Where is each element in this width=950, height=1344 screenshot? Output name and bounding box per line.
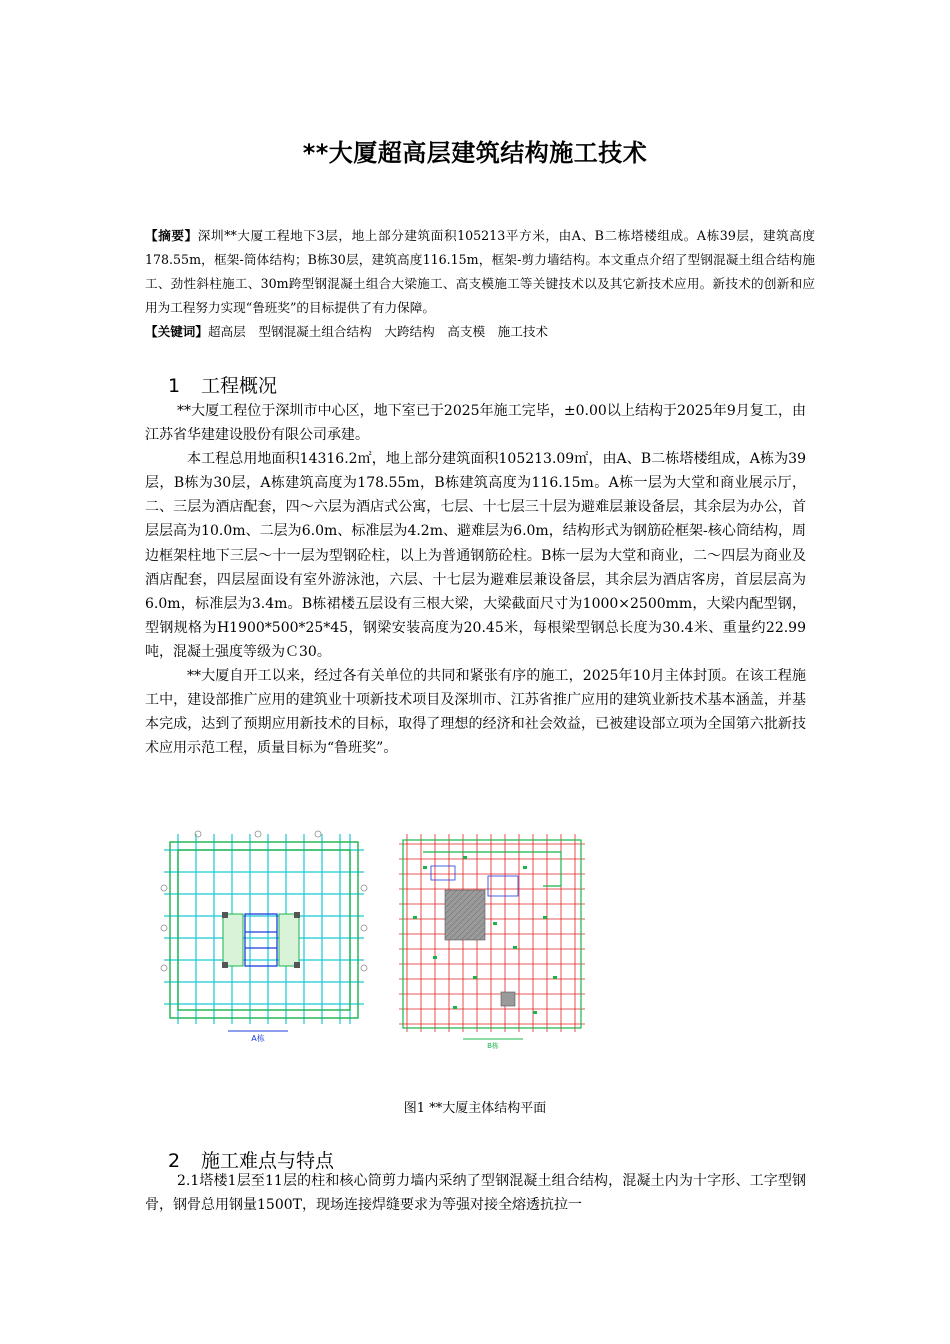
plan-annotation-mark	[513, 946, 517, 949]
section-1-paragraph-2: 本工程总用地面积14316.2㎡，地上部分建筑面积105213.09㎡，由A、B二栋塔楼组成，A栋为39层，B栋为30层，A栋建筑高度为178.55m，B栋建筑高度为116.15m。A栋一层为大堂和商业展示厅，二、三层为酒店配套，四～六层为酒店式公寓，七层、十七层三十层为避难层兼设备层，其余层为办公，首层层高为10.0m、二层为6.0m、标准层为4.2m、避难层为6.0m，结构形式为钢筋砼框架-核心筒结构，周边框架柱地下三层～十一层为型钢砼柱，以上为普通钢筋砼柱。B栋一层为大堂和商业，二～四层为商业及酒店配套，四层屋面设有室外游泳池，六层、十七层为避难层兼设备层，其余层为酒店客房，首层层高为6.0m，标准层为3.4m。B栋裙楼五层设有三根大梁，大梁截面尺寸为1000×2500mm，大梁内配型钢，型钢规格为H1900*500*25*45，钢梁安装高度为20.45米，每根梁型钢总长度为30.4米、重量约22.99吨，混凝土强度等级为Ｃ30。	[145, 451, 806, 660]
keywords-text: 超高层 型钢混凝土组合结构 大跨结构 高支模 施工技术	[207, 324, 548, 339]
plan-annotation-mark	[413, 916, 417, 919]
abstract-block	[145, 224, 815, 344]
plan-annotation-mark	[493, 922, 497, 925]
plan-annotation-mark	[433, 956, 437, 959]
section-2-number: 2	[168, 1150, 181, 1172]
plan-b-label: B栋	[487, 1042, 499, 1050]
section-2-paragraph-1: 2.1塔楼1层至11层的柱和核心筒剪力墙内采纳了型钢混凝土组合结构，混凝土内为十字形、工字型钢骨，钢骨总用钢量1500T，现场连接焊缝要求为等强对接全熔透抗拉一	[145, 1173, 806, 1214]
plan-annotation-mark	[523, 866, 527, 869]
section-2-body	[145, 1169, 806, 1217]
plan-annotation-mark	[473, 976, 477, 979]
section-1-title: 工程概况	[201, 375, 278, 397]
section-1-number: 1	[168, 375, 181, 397]
figure-caption: 图1 **大厦主体结构平面	[403, 1101, 547, 1116]
plan-annotation-mark	[553, 976, 557, 979]
plan-annotation-mark	[463, 856, 467, 859]
keywords-label: 【关键词】	[145, 324, 208, 339]
section-1-heading	[168, 371, 277, 398]
plan-a-label: A栋	[251, 1034, 265, 1043]
section-1-body	[145, 399, 806, 760]
abstract-label: 【摘要】	[145, 228, 198, 243]
section-1-paragraph-3: **大厦自开工以来，经过各有关单位的共同和紧张有序的施工，2025年10月主体封顶。在该工程施工中，建设部推广应用的建筑业十项新技术项目及深圳市、江苏省推广应用的建筑业新技术基本涵盖，并基本完成，达到了预期应用新技术的目标，取得了理想的经济和社会效益，已被建设部立项为全国第六批新技术应用示范工程，质量目标为“鲁班奖”。	[145, 668, 806, 757]
structural-plan-b-figure	[393, 826, 591, 1051]
abstract-text: 深圳**大厦工程地下3层，地上部分建筑面积105213平方米，由A、B二栋塔楼组成。A栋39层，建筑高度178.55m，框架-筒体结构；B栋30层，建筑高度116.15m，框架-剪力墙结构。本文重点介绍了型钢混凝土组合结构施工、劲性斜柱施工、30m跨型钢混凝土组合大梁施工、高支模施工等关键技术以及其它新技术应用。新技术的创新和应用为工程努力实现“鲁班奖”的目标提供了有力保障。	[145, 228, 816, 315]
plan-annotation-mark	[453, 1006, 457, 1009]
plan-annotation-mark	[543, 916, 547, 919]
keywords-paragraph	[145, 320, 815, 344]
plan-annotation-mark	[423, 866, 427, 869]
page-title: **大厦超高层建筑结构施工技术	[302, 139, 648, 167]
section-2-title: 施工难点与特点	[201, 1150, 335, 1172]
structural-plan-a-figure	[158, 828, 372, 1048]
section-1-paragraph-1: **大厦工程位于深圳市中心区，地下室已于2025年施工完毕，±0.00以上结构于2025年9月复工，由江苏省华建建设股份有限公司承建。	[145, 403, 806, 444]
abstract-paragraph	[145, 224, 815, 320]
plan-annotation-mark	[533, 1011, 537, 1014]
